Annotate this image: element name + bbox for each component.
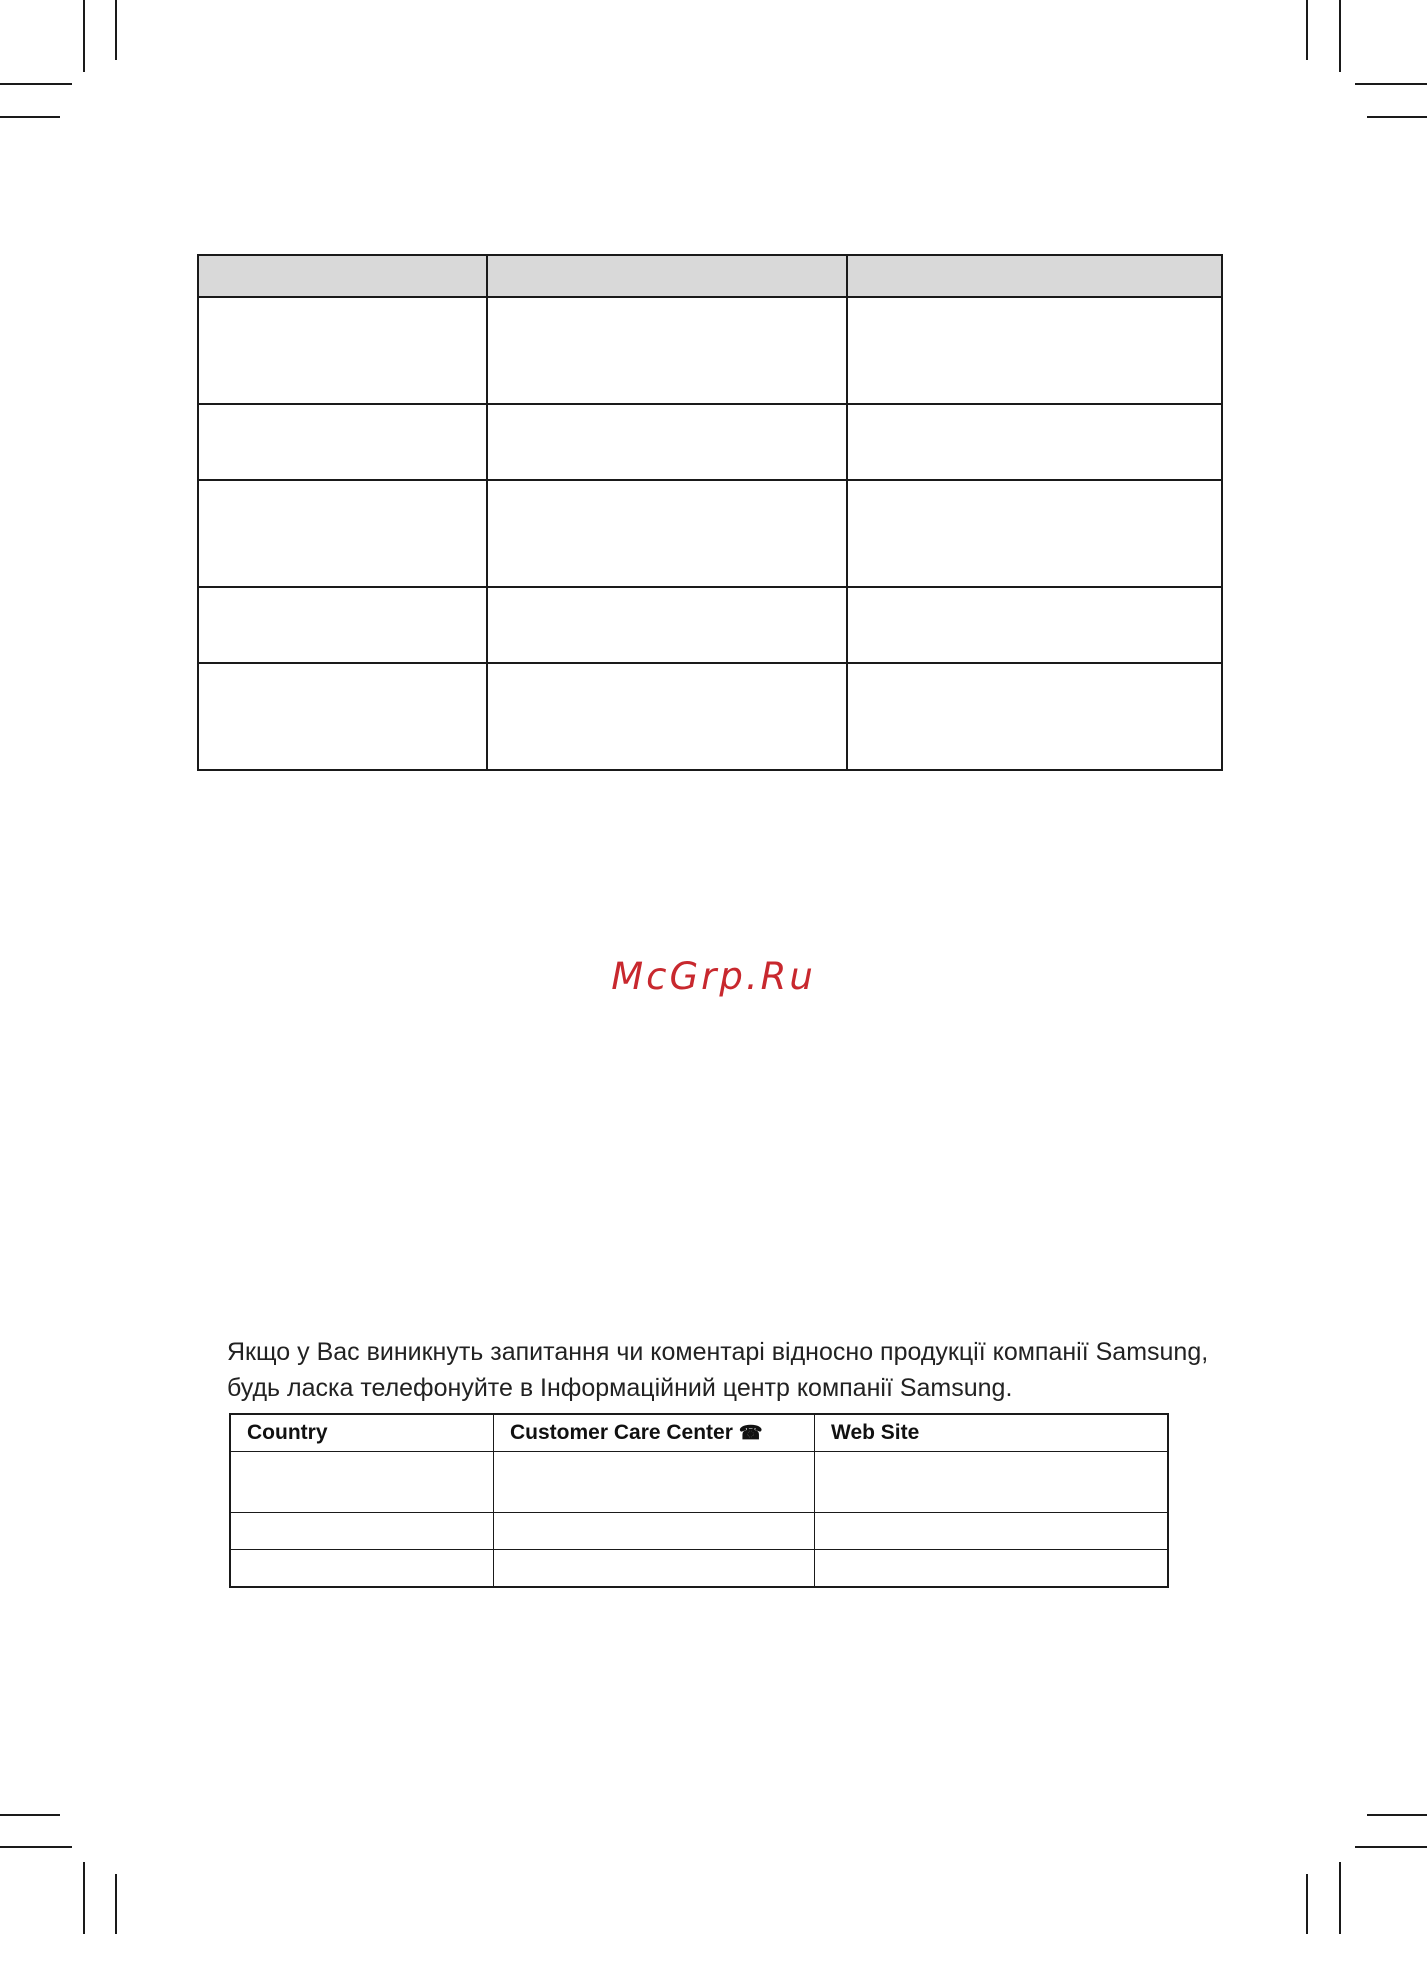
contact-header-row <box>230 1414 1168 1452</box>
table-row <box>230 1513 1168 1550</box>
crop-mark <box>1339 0 1341 72</box>
table-cell <box>198 663 487 770</box>
table-cell <box>494 1513 815 1550</box>
watermark: McGrp.Ru <box>611 955 816 998</box>
table-cell <box>198 587 487 663</box>
crop-mark <box>1306 0 1308 60</box>
table-cell <box>487 663 847 770</box>
table-cell <box>847 297 1222 404</box>
table-row <box>198 404 1222 480</box>
header-cell <box>847 255 1222 297</box>
table-cell <box>230 1513 494 1550</box>
crop-mark <box>1339 1862 1341 1934</box>
crop-mark <box>115 1874 117 1934</box>
web-site-header <box>815 1414 1169 1452</box>
table-cell <box>230 1550 494 1588</box>
country-header-label: Country <box>247 1421 328 1444</box>
table-cell <box>494 1550 815 1588</box>
intro-line: Якщо у Вас виникнуть запитання чи коментарі відносно продукції компанії Samsung, <box>227 1338 1209 1366</box>
table-cell <box>487 404 847 480</box>
crop-mark <box>1355 83 1427 85</box>
country-header <box>230 1414 494 1452</box>
intro-text <box>227 1334 1227 1406</box>
crop-mark <box>0 116 60 118</box>
table-cell <box>198 404 487 480</box>
header-cell <box>487 255 847 297</box>
table-row <box>230 1452 1168 1513</box>
table-row <box>198 587 1222 663</box>
table-cell <box>847 404 1222 480</box>
crop-mark <box>83 0 85 72</box>
crop-mark <box>1367 1814 1427 1816</box>
table-header-row <box>198 255 1222 297</box>
contact-table <box>229 1413 1169 1588</box>
phone-icon: ☎ <box>738 1423 763 1444</box>
table-cell <box>847 587 1222 663</box>
table-row <box>198 480 1222 587</box>
web-site-header-label: Web Site <box>831 1421 920 1444</box>
table-cell <box>847 480 1222 587</box>
crop-mark <box>1355 1846 1427 1848</box>
table-cell <box>230 1452 494 1513</box>
table-row <box>198 663 1222 770</box>
crop-mark <box>83 1862 85 1934</box>
table-cell <box>815 1452 1169 1513</box>
table-cell <box>815 1513 1169 1550</box>
care-center-header-label: Customer Care Center <box>510 1421 733 1444</box>
crop-mark <box>1367 116 1427 118</box>
crop-mark <box>0 1814 60 1816</box>
intro-line: будь ласка телефонуйте в Інформаційний центр компанії Samsung. <box>227 1374 1013 1402</box>
upper-table <box>197 254 1223 771</box>
table-cell <box>815 1550 1169 1588</box>
table-row <box>198 297 1222 404</box>
table-row <box>230 1550 1168 1588</box>
crop-mark <box>0 1846 72 1848</box>
crop-mark <box>115 0 117 60</box>
table-cell <box>198 297 487 404</box>
header-cell <box>198 255 487 297</box>
table-cell <box>198 480 487 587</box>
table-cell <box>494 1452 815 1513</box>
table-cell <box>847 663 1222 770</box>
table-cell <box>487 297 847 404</box>
crop-mark <box>0 83 72 85</box>
table-cell <box>487 587 847 663</box>
table-cell <box>487 480 847 587</box>
crop-mark <box>1306 1874 1308 1934</box>
care-center-header <box>494 1414 815 1452</box>
